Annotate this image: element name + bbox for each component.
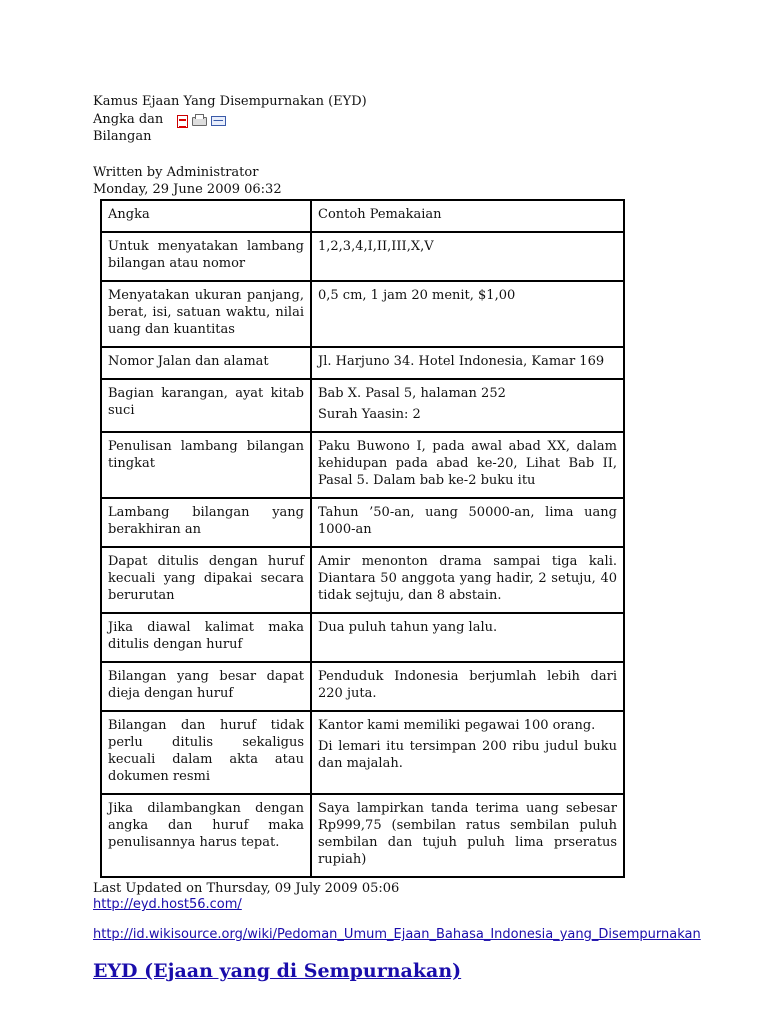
table-row bbox=[101, 613, 624, 662]
angka-cell: Penulisan lambang bilangan tingkat bbox=[101, 432, 311, 498]
contoh-cell bbox=[311, 281, 624, 347]
article-actions bbox=[177, 115, 226, 128]
angka-cell: Bilangan yang besar dapat dieja dengan huruf bbox=[101, 662, 311, 711]
contoh-text: Tahun ’50-an, uang 50000-an, lima uang 1000-an bbox=[318, 504, 617, 537]
contoh-cell bbox=[311, 794, 624, 877]
contoh-text: Dua puluh tahun yang lalu. bbox=[318, 619, 498, 635]
angka-cell: Jika diawal kalimat maka ditulis dengan huruf bbox=[101, 613, 311, 662]
table-row bbox=[101, 498, 624, 547]
table-row bbox=[101, 662, 624, 711]
wikisource-link[interactable]: http://id.wikisource.org/wiki/Pedoman_Umum_Ejaan_Bahasa_Indonesia_yang_Disempurnakan bbox=[93, 927, 701, 942]
contoh-text: Kantor kami memiliki pegawai 100 orang. bbox=[318, 717, 596, 733]
print-icon[interactable] bbox=[192, 117, 207, 126]
angka-cell: Nomor Jalan dan alamat bbox=[101, 347, 311, 379]
table-row bbox=[101, 794, 624, 877]
contoh-cell bbox=[311, 232, 624, 281]
column-header-angka: Angka bbox=[101, 200, 311, 232]
table-row bbox=[101, 379, 624, 432]
contoh-text: Surah Yaasin: 2 bbox=[318, 406, 421, 422]
angka-cell: Bagian karangan, ayat kitab suci bbox=[101, 379, 311, 432]
email-icon[interactable] bbox=[211, 116, 226, 126]
angka-cell: Untuk menyatakan lambang bilangan atau nomor bbox=[101, 232, 311, 281]
contoh-text: Di lemari itu tersimpan 200 ribu judul buku dan majalah. bbox=[318, 738, 617, 771]
table-row bbox=[101, 547, 624, 613]
angka-cell: Menyatakan ukuran panjang, berat, isi, satuan waktu, nilai uang dan kuantitas bbox=[101, 281, 311, 347]
contoh-cell bbox=[311, 547, 624, 613]
pdf-icon[interactable] bbox=[177, 115, 188, 128]
contoh-text: Penduduk Indonesia berjumlah lebih dari 220 juta. bbox=[318, 668, 617, 701]
table-row bbox=[101, 711, 624, 794]
table-row bbox=[101, 281, 624, 347]
contoh-cell bbox=[311, 711, 624, 794]
angka-cell: Jika dilambangkan dengan angka dan huruf maka penulisannya harus tepat. bbox=[101, 794, 311, 877]
eyd-heading-link[interactable]: EYD (Ejaan yang di Sempurnakan) bbox=[93, 960, 462, 982]
contoh-cell bbox=[311, 347, 624, 379]
contoh-cell bbox=[311, 613, 624, 662]
table-row bbox=[101, 347, 624, 379]
eyd-host-link[interactable]: http://eyd.host56.com/ bbox=[93, 897, 242, 912]
contoh-text: Saya lampirkan tanda terima uang sebesar Rp999,75 (sembilan ratus sembilan puluh sembilan dan tujuh puluh lima prseratus rupiah) bbox=[318, 800, 617, 867]
table-row bbox=[101, 232, 624, 281]
date-line: Monday, 29 June 2009 06:32 bbox=[93, 182, 282, 197]
subtitle-text: Angka dan bbox=[93, 111, 164, 127]
column-header-contoh: Contoh Pemakaian bbox=[311, 200, 624, 232]
contoh-cell bbox=[311, 498, 624, 547]
contoh-cell bbox=[311, 432, 624, 498]
contoh-text: Amir menonton drama sampai tiga kali. Diantara 50 anggota yang hadir, 2 setuju, 40 tidak sejtuju, dan 8 abstain. bbox=[318, 553, 617, 603]
contoh-text: 0,5 cm, 1 jam 20 menit, $1,00 bbox=[318, 287, 516, 303]
subtitle-text-2: Bilangan bbox=[93, 129, 152, 144]
table-row bbox=[101, 432, 624, 498]
contoh-text: Paku Buwono I, pada awal abad XX, dalam kehidupan pada abad ke-20, Lihat Bab II, Pasal 5. Dalam bab ke-2 buku itu bbox=[318, 438, 617, 488]
angka-cell: Lambang bilangan yang berakhiran an bbox=[101, 498, 311, 547]
article bbox=[93, 93, 733, 982]
eyd-table bbox=[100, 199, 625, 878]
last-updated: Last Updated on Thursday, 09 July 2009 05:06 bbox=[93, 880, 400, 896]
contoh-text: 1,2,3,4,I,II,III,X,V bbox=[318, 238, 434, 254]
article-title: Kamus Ejaan Yang Disempurnakan (EYD) bbox=[93, 94, 367, 109]
article-subtitle bbox=[93, 111, 733, 129]
contoh-cell bbox=[311, 379, 624, 432]
contoh-cell bbox=[311, 662, 624, 711]
contoh-text: Bab X. Pasal 5, halaman 252 bbox=[318, 385, 506, 401]
angka-cell: Dapat ditulis dengan huruf kecuali yang dipakai secara berurutan bbox=[101, 547, 311, 613]
angka-cell: Bilangan dan huruf tidak perlu ditulis sekaligus kecuali dalam akta atau dokumen resmi bbox=[101, 711, 311, 794]
author-line: Written by Administrator bbox=[93, 164, 259, 180]
table-header-row bbox=[101, 200, 624, 232]
contoh-text: Jl. Harjuno 34. Hotel Indonesia, Kamar 169 bbox=[318, 353, 605, 369]
